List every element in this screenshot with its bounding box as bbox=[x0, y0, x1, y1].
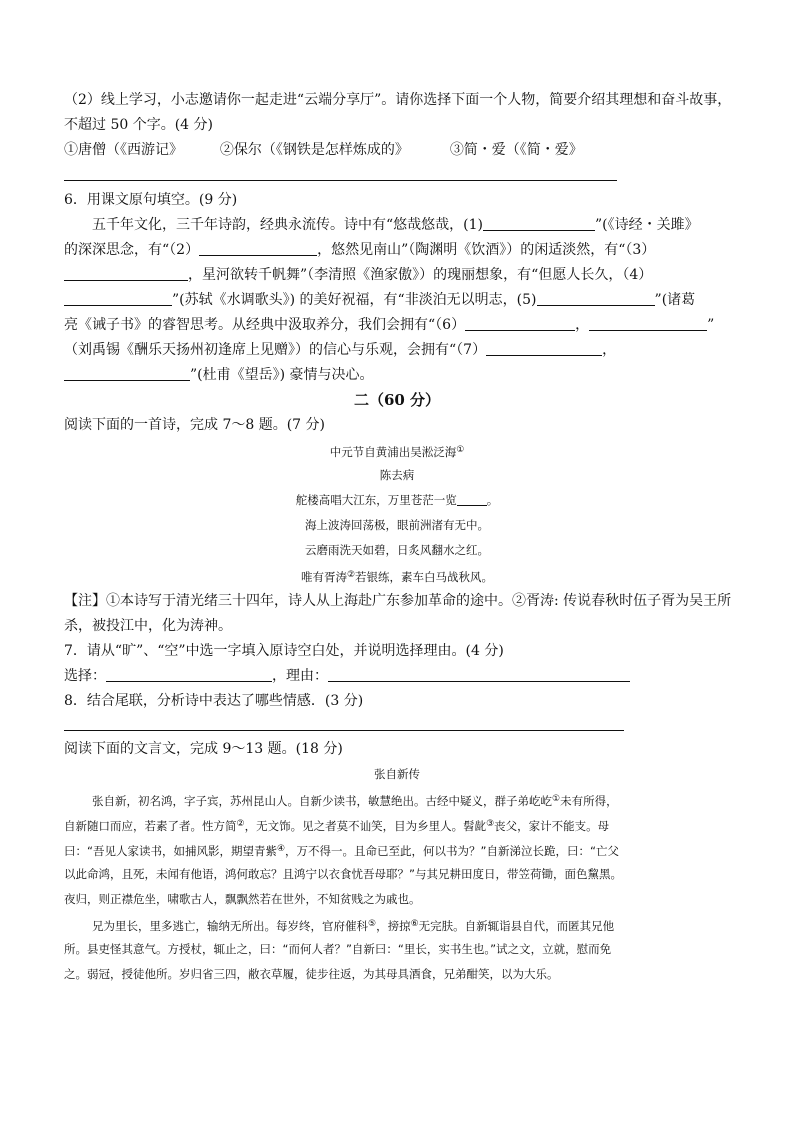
choice-1: ①唐僧（《西游记》 bbox=[64, 142, 183, 158]
poem-line-3: 云磨雨洗天如碧，日炙风翻水之红。 bbox=[305, 543, 489, 557]
poem-blank[interactable] bbox=[457, 491, 487, 506]
poem-author: 陈去病 bbox=[379, 468, 415, 482]
blank-1[interactable] bbox=[483, 216, 595, 231]
q6-line3: ，星河欲转千帆舞”（李清照《渔家傲》）的瑰丽想象，有“但愿人长久，（4） bbox=[64, 265, 652, 285]
choice-2: ②保尔（《钢铁是怎样炼成的》 bbox=[219, 142, 409, 158]
q5-choices bbox=[64, 140, 583, 160]
q6-title: 6．用课文原句填空。(9 分) bbox=[64, 192, 238, 208]
poem-line-4: 唯有胥涛②若银练，素车白马战秋风。 bbox=[300, 570, 494, 584]
q7-answer-row: 选择： ，理由： bbox=[64, 666, 630, 686]
blank-6a[interactable] bbox=[465, 316, 575, 331]
blank-2[interactable] bbox=[199, 241, 317, 256]
q6-line6: （刘禹锡《酬乐天扬州初逢席上见赠》）的信心与乐观，会拥有“（7） ， bbox=[64, 342, 617, 358]
prose-title: 张自新传 bbox=[374, 767, 420, 781]
q6-line2: 的深深思念，有“（2） ，悠然见南山”（陶渊明《饮酒》）的闲适淡然，有“（3） bbox=[64, 242, 656, 258]
choice-3: ③简・爱（《简・爱》 bbox=[449, 142, 583, 158]
blank-3[interactable] bbox=[64, 266, 188, 281]
q6-line4: ”(苏轼《水调歌头》) 的美好祝福，有“非淡泊无以明志，(5) ”(诸葛 bbox=[64, 290, 695, 310]
poem-intro: 阅读下面的一首诗，完成 7～8 题。(7 分) bbox=[64, 417, 325, 433]
blank-7a[interactable] bbox=[486, 341, 602, 356]
q5-part2-line1: （2）线上学习，小志邀请你一起走进“云端分享厅”。请你选择下面一个人物，简要介绍其理想和奋斗故事， bbox=[64, 92, 732, 108]
prose-p1-line2: 自新随口而应，若素了者。性方简②，无文饰。见之者莫不讪笑，目为乡里人。髫龀③丧父，家计不能支。母 bbox=[64, 819, 610, 833]
prose-p1-line4: 以此命鸿，且死，未闻有他语，鸿何敢忘？且鸿宁以衣食忧吾母耶？”与其兄耕田度日，带笠荷锄，面色黧黑。 bbox=[64, 867, 622, 881]
section-2-title: 二（60 分） bbox=[353, 391, 441, 409]
prose-p1-line5: 夜归，则正襟危坐，啸歌古人，飘飘然若在世外，不知贫贱之为戚也。 bbox=[64, 892, 421, 906]
poem-note-1: 【注】①本诗写于清光绪三十四年，诗人从上海赴广东参加革命的途中。②胥涛: 传说春秋时伍子胥为吴王所 bbox=[64, 593, 732, 609]
q5-part2-line2: 不超过 50 个字。(4 分) bbox=[64, 117, 213, 133]
q6-line5: 亮《诫子书》的睿智思考。从经典中汲取养分，我们会拥有“（6） ， ” bbox=[64, 317, 715, 333]
prose-intro: 阅读下面的文言文，完成 9～13 题。(18 分) bbox=[64, 741, 343, 757]
prose-p2-line3: 之。弱冠，授徒他所。岁归省三四，敝衣草履，徒步往返，为其母具酒食，兄弟酣笑，以为大乐。 bbox=[64, 967, 559, 981]
answer-line-q5[interactable] bbox=[64, 180, 617, 181]
prose-p2-line1: 兄为里长，里多逃亡，输纳无所出。每岁终，官府催科⑤，搒掠⑥无完肤。自新辄诣县自代，而匿其兄他 bbox=[92, 919, 615, 933]
prose-p1-line1: 张自新，初名鸿，字子宾，苏州昆山人。自新少读书，敏慧绝出。古经中疑义，群子弟屹屹①未有所得， bbox=[92, 794, 618, 808]
blank-7b[interactable] bbox=[64, 366, 190, 381]
poem-note-2: 杀，被投江中，化为涛神。 bbox=[64, 618, 232, 634]
q7-reason-blank[interactable] bbox=[328, 667, 630, 682]
poem-title: 中元节自黄浦出吴淞泛海① bbox=[329, 445, 465, 459]
blank-5[interactable] bbox=[537, 291, 655, 306]
q6-line7: ”(杜甫《望岳》) 豪情与决心。 bbox=[64, 365, 374, 385]
poem-line-1: 舵楼高唱大江东，万里苍茫一览 。 bbox=[295, 493, 499, 507]
q7-choice-blank[interactable] bbox=[106, 667, 272, 682]
blank-4[interactable] bbox=[64, 291, 172, 306]
blank-6b[interactable] bbox=[589, 316, 707, 331]
q7-question: 7．请从“旷”、“空”中选一字填入原诗空白处，并说明选择理由。(4 分) bbox=[64, 643, 504, 659]
prose-p2-line2: 所。县吏怪其意气。方授杖，辄止之，曰：“而何人者？”自新曰：“里长，实书生也。”试之文，立就，慰而免 bbox=[64, 942, 612, 956]
poem-line-2: 海上波涛回荡极，眼前洲渚有无中。 bbox=[305, 518, 489, 532]
answer-line-q8[interactable] bbox=[64, 730, 624, 731]
prose-p1-line3: 曰：“吾见人家读书，如捕风影，期望青紫④，万不得一。且命已至此，何以书为？”自新涕泣长跪，曰：“亡父 bbox=[64, 844, 619, 858]
q8-question: 8．结合尾联，分析诗中表达了哪些情感．(3 分) bbox=[64, 693, 364, 709]
q6-line1: 五千年文化，三千年诗韵，经典永流传。诗中有“悠哉悠哉，(1) ”(《诗经・关雎》 bbox=[92, 217, 699, 233]
